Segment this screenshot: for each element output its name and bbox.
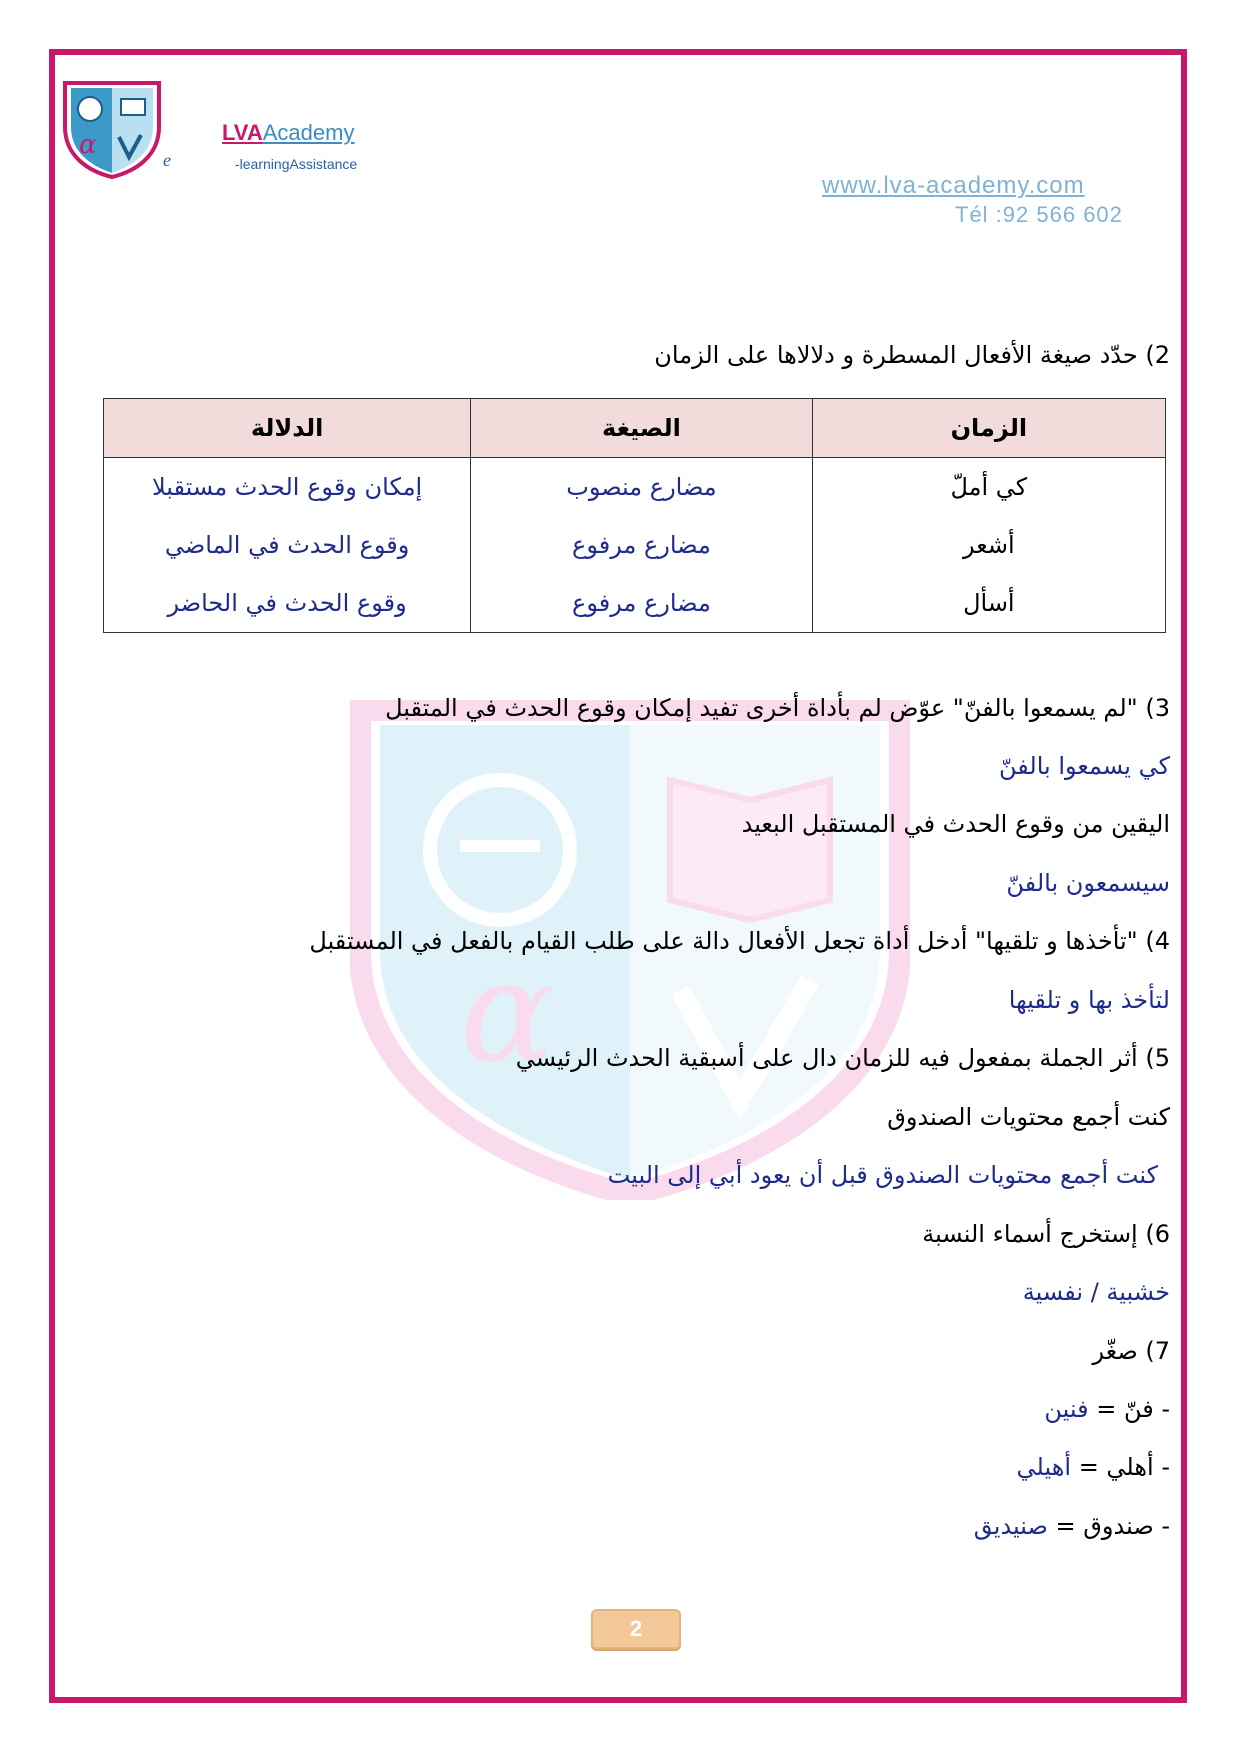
table-row	[104, 516, 1166, 574]
brand-lva: LVA	[222, 120, 263, 145]
list-item	[1017, 1450, 1170, 1484]
q7-word: - صندوق =	[1047, 1512, 1170, 1540]
lva-logo-icon	[57, 79, 167, 179]
verb-form-table	[103, 398, 1166, 633]
list-item	[974, 1509, 1170, 1543]
q3-prompt: 3) "لم يسمعوا بالفنّ" عوّض لم بأداة أخرى تفيد إمكان وقوع الحدث في المتقبل	[385, 694, 1170, 722]
website-link[interactable]: www.lva-academy.com	[822, 172, 1085, 199]
cell-form: مضارع مرفوع	[471, 516, 812, 574]
brand-name[interactable]	[222, 120, 354, 146]
q7-word: - فنّ =	[1088, 1395, 1170, 1423]
cell-time: كي أملّ	[812, 458, 1165, 517]
q5-sentence: كنت أجمع محتويات الصندوق	[887, 1103, 1170, 1131]
table-row	[104, 574, 1166, 633]
q3-answer-2: سيسمعون بالفنّ	[1006, 869, 1170, 897]
q4-answer: لتأخذ بها و تلقيها	[1008, 986, 1170, 1014]
header-form: الصيغة	[471, 399, 812, 458]
cell-meaning: إمكان وقوع الحدث مستقبلا	[104, 458, 471, 517]
cell-form: مضارع مرفوع	[471, 574, 812, 633]
q7-word: - أهلي =	[1071, 1453, 1170, 1481]
q7-answer: فنين	[1044, 1395, 1089, 1423]
q7-answer: أهيلي	[1016, 1453, 1072, 1481]
q2-prompt: 2) حدّد صيغة الأفعال المسطرة و دلالاها على الزمان	[654, 341, 1170, 369]
q6-answer: خشبية / نفسية	[1022, 1278, 1170, 1306]
brand-subtitle: -learningAssistance	[235, 156, 358, 172]
q5-answer: كنت أجمع محتويات الصندوق قبل أن يعود أبي إلى البيت	[607, 1161, 1158, 1189]
header-time: الزمان	[812, 399, 1165, 458]
cell-meaning: وقوع الحدث في الماضي	[104, 516, 471, 574]
cell-form: مضارع منصوب	[471, 458, 812, 517]
brand-e-letter: e	[163, 150, 171, 170]
cell-meaning: وقوع الحدث في الحاضر	[104, 574, 471, 633]
page-number: 2	[591, 1609, 681, 1649]
q7-answer: صنيديق	[973, 1512, 1048, 1540]
q6-prompt: 6) إستخرج أسماء النسبة	[922, 1220, 1170, 1248]
q3-subprompt: اليقين من وقوع الحدث في المستقبل البعيد	[741, 810, 1170, 838]
q7-prompt: 7) صغّر	[1092, 1337, 1170, 1365]
list-item	[1044, 1392, 1170, 1426]
q3-answer-1: كي يسمعوا بالفنّ	[998, 752, 1170, 780]
cell-time: أشعر	[812, 516, 1165, 574]
header-meaning: الدلالة	[104, 399, 471, 458]
svg-text:α: α	[79, 130, 97, 160]
q5-prompt: 5) أثر الجملة بمفعول فيه للزمان دال على أسبقية الحدث الرئيسي	[515, 1044, 1170, 1072]
brand-academy: Academy	[262, 120, 355, 145]
svg-text:α: α	[460, 931, 555, 1094]
q4-prompt: 4) "تأخذها و تلقيها" أدخل أداة تجعل الأفعال دالة على طلب القيام بالفعل في المستقبل	[309, 927, 1170, 955]
table-row	[104, 458, 1166, 517]
cell-time: أسأل	[812, 574, 1165, 633]
phone-number: Tél :92 566 602	[955, 202, 1123, 227]
